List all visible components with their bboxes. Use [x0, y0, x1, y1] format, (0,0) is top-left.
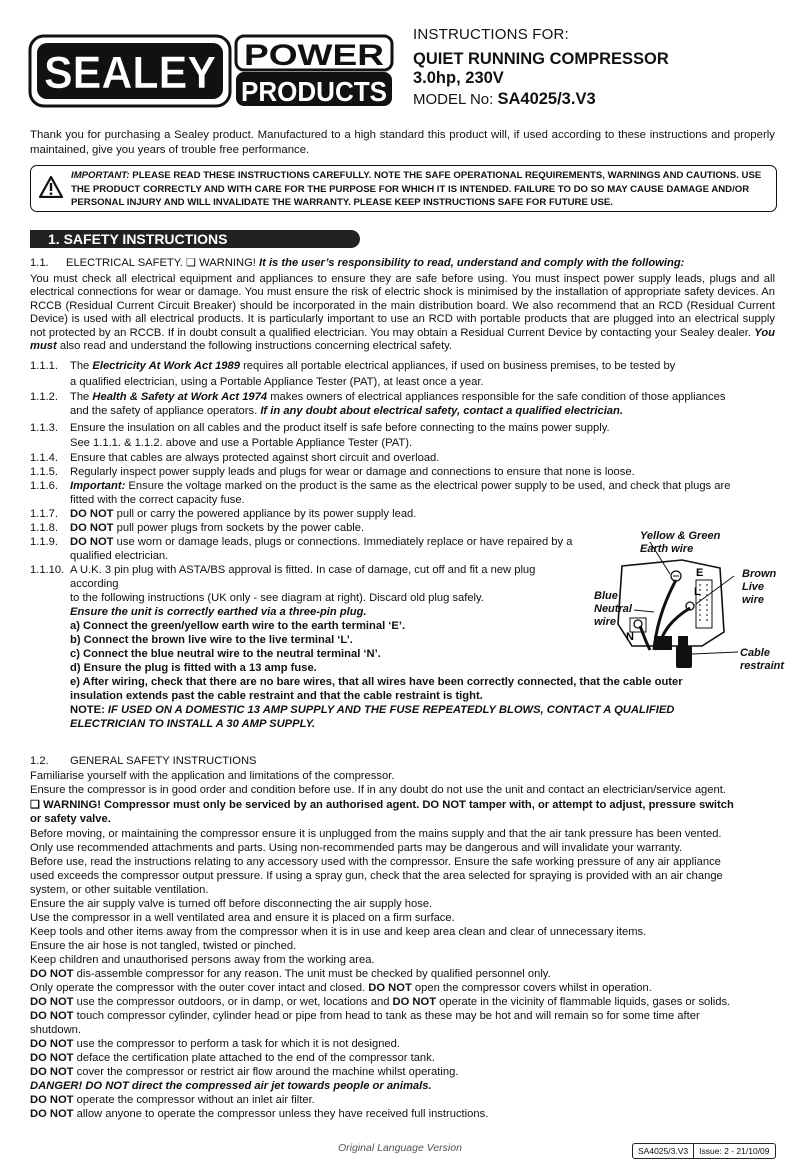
s11-you-must: You must [30, 326, 775, 353]
s12-donot-line: DO NOT operate the compressor without an inlet air filter. [30, 1094, 315, 1106]
s12-donot-line: DO NOT use the compressor outdoors, or in damp, or wet, locations and DO NOT operate in the vicinity of flammable liquids, gases or solids. [30, 996, 731, 1008]
step-a: a) Connect the green/yellow earth wire to the earth terminal ‘E’. [70, 620, 406, 632]
step-d: d) Ensure the plug is fitted with a 13 amp fuse. [70, 662, 317, 674]
s12-line: used exceeds the compressor output pressure. If using a spray gun, check that the area selected for spraying is provided with an air change [30, 870, 723, 882]
s12-line: Only operate the compressor with the outer cover intact and closed. DO NOT open the compressor covers whilst in operation. [30, 982, 652, 994]
item-1-1-3-line2: See 1.1.1. & 1.1.2. above and use a Portable Appliance Tester (PAT). [70, 437, 413, 449]
item-number: 1.1.6. [30, 480, 58, 492]
instructions-for-label: INSTRUCTIONS FOR: [413, 26, 569, 43]
brand-sealey: SEALEY [44, 47, 216, 98]
item-1-1-4: Ensure that cables are always protected against short circuit and overload. [70, 452, 440, 464]
terminal-n: N [626, 631, 634, 643]
step-e-line2: insulation extends past the cable restraint and that the cable restraint is tight. [70, 690, 483, 702]
s12-line: Familiarise yourself with the application and limitations of the compressor. [30, 770, 395, 782]
warning-triangle-icon [39, 176, 63, 198]
s12-line: Keep children and unauthorised persons away from the working area. [30, 954, 375, 966]
s12-donot-line: DO NOT touch compressor cylinder, cylinder head or pipe from head to tank as these may be hot and will remain so for some time after [30, 1010, 700, 1022]
item-number: 1.1.9. [30, 536, 58, 548]
item-number: 1.1.10. [30, 564, 65, 576]
item-number: 1.1.1. [30, 360, 58, 372]
s12-danger-line: DANGER! DO NOT direct the compressed air jet towards people or animals. [30, 1080, 432, 1092]
item-1-1-6-line2: fitted with the correct capacity fuse. [70, 494, 245, 506]
s11-heading [66, 257, 684, 270]
model-label: MODEL No: [413, 91, 494, 108]
item-1-1-1-line2: a qualified electrician, using a Portable Appliance Tester (PAT), at least once a year. [70, 376, 484, 388]
footer-issue: Issue: 2 - 21/10/09 [693, 1144, 774, 1158]
item-1-1-5: Regularly inspect power supply leads and plugs for wear or damage and connections to ensure that none is loose. [70, 466, 635, 478]
s12-line: Before use, read the instructions relating to any accessory used with the compressor. Ensure the safe working pressure of any air appliance [30, 856, 721, 868]
section-1-heading: 1. SAFETY INSTRUCTIONS [30, 230, 360, 248]
s11-title: ELECTRICAL SAFETY. ❏ WARNING! [66, 257, 256, 269]
item-1-1-6-line1: Important: Ensure the voltage marked on the product is the same as the electrical power supply to be used, and check that plugs are [70, 480, 731, 492]
s12-title: GENERAL SAFETY INSTRUCTIONS [70, 755, 257, 767]
s12-line: Use the compressor in a well ventilated area and ensure it is placed on a firm surface. [30, 912, 455, 924]
s11-title-italic: It is the user’s responsibility to read, understand and comply with the following: [259, 257, 685, 269]
s12-line: shutdown. [30, 1024, 81, 1036]
label-yellow-green: Yellow & Green Earth wire [640, 530, 721, 555]
footer-issue-box [632, 1143, 776, 1159]
model-line [413, 90, 596, 109]
sealey-power-products-logo [28, 34, 394, 108]
item-1-1-3-line1: Ensure the insulation on all cables and the product itself is safe before connecting to the mains power supply. [70, 422, 610, 434]
label-brown-live: Brown Live wire [742, 568, 777, 606]
item-number: 1.1.8. [30, 522, 58, 534]
label-cable-restraint: Cable restraint [740, 647, 785, 672]
step-c: c) Connect the blue neutral wire to the neutral terminal ‘N’. [70, 648, 381, 660]
item-1-1-8: DO NOT pull power plugs from sockets by the power cable. [70, 522, 365, 534]
note-line1: NOTE: IF USED ON A DOMESTIC 13 AMP SUPPLY AND THE FUSE REPEATEDLY BLOWS, CONTACT A QUALIFIED [70, 704, 675, 716]
important-body: PLEASE READ THESE INSTRUCTIONS CAREFULLY. NOTE THE SAFE OPERATIONAL REQUIREMENTS, WARNINGS AND CAUTIONS. USE THE PRODUCT CORRECTLY AND WITH CARE FOR THE PURPOSE FOR WHICH IT IS INTENDED. FAILURE TO DO SO MAY CAUSE DAMAGE AND/OR PERSONAL INJURY AND WILL INVALIDATE THE WARRANTY. PLEASE KEEP INSTRUCTIONS SAFE FOR FUTURE USE. [71, 170, 762, 208]
intro-paragraph: Thank you for purchasing a Sealey product. Manufactured to a high standard this product will, if used according to these instructions and properly maintained, give you years of trouble free performance. [30, 129, 775, 156]
terminal-e: E [696, 567, 704, 579]
item-1-1-10-earthed: Ensure the unit is correctly earthed via a three-pin plug. [70, 606, 367, 618]
important-notice-text [71, 169, 771, 210]
item-1-1-2-line2: and the safety of appliance operators. If in any doubt about electrical safety, contact a qualified electrician. [70, 405, 623, 417]
s12-line: Keep tools and other items away from the compressor when it is in use and keep area clean and clear of unnecessary items. [30, 926, 647, 938]
important-label: IMPORTANT: [71, 170, 130, 181]
s12-warning-line2: or safety valve. [30, 813, 111, 825]
s12-line: Ensure the air hose is not tangled, twisted or pinched. [30, 940, 297, 952]
s11-number: 1.1. [30, 257, 49, 269]
s12-donot-line: DO NOT dis-assemble compressor for any reason. The unit must be checked by qualified personnel only. [30, 968, 551, 980]
product-spec: 3.0hp, 230V [413, 69, 504, 87]
item-1-1-10-line3: to the following instructions (UK only - see diagram at right). Discard old plug safely. [70, 592, 484, 604]
item-number: 1.1.7. [30, 508, 58, 520]
item-1-1-7: DO NOT pull or carry the powered appliance by its power supply lead. [70, 508, 417, 520]
item-number: 1.1.2. [30, 391, 58, 403]
s12-line: Ensure the air supply valve is turned off before disconnecting the air supply hose. [30, 898, 433, 910]
brand-products: PRODUCTS [241, 76, 387, 107]
s11-body-end: also read and understand the following instructions concerning electrical safety. [59, 340, 453, 353]
item-1-1-10-line1: A U.K. 3 pin plug with ASTA/BS approval is fitted. In case of damage, cut off and fit a new plug [70, 564, 536, 576]
s12-number: 1.2. [30, 755, 49, 767]
s12-donot-line: DO NOT deface the certification plate attached to the end of the compressor tank. [30, 1052, 435, 1064]
s12-donot-line: DO NOT use the compressor to perform a task for which it is not designed. [30, 1038, 400, 1050]
s11-body-text: You must check all electrical equipment and appliances to ensure they are safe before using. You must inspect power supply leads, plugs and all electrical connections for wear or damage. You must ensure the risk of electric shock is minimised by the installation of appropriate safety devices. An RCCB (Residual Current Circuit Breaker) should be incorporated in the main distribution board. We also recommend that an RCD (Residual Current Device) is used with all electrical products. It is particularly important to use an RCD with portable products that are plugged into an electrical supply not protected by an RCCB. If in doubt consult a qualified electrician. You may obtain a Residual Current Device by contacting your Sealey dealer. [30, 273, 775, 339]
item-number: 1.1.4. [30, 452, 58, 464]
s12-donot-line: DO NOT allow anyone to operate the compressor unless they have received full instructions. [30, 1108, 489, 1120]
item-1-1-2-line1: The Health & Safety at Work Act 1974 makes owners of electrical appliances responsible for the safe condition of those appliances [70, 391, 726, 403]
note-line2: ELECTRICIAN TO INSTALL A 30 AMP SUPPLY. [70, 718, 316, 730]
label-blue-neutral: Blue Neutral wire [594, 590, 632, 628]
item-1-1-10-line2: according [70, 578, 119, 590]
item-number: 1.1.5. [30, 466, 58, 478]
product-title: QUIET RUNNING COMPRESSOR [413, 50, 669, 68]
important-notice-box [30, 165, 777, 212]
footer-model: SA4025/3.V3 [638, 1146, 689, 1156]
s12-warning-line1: ❏ WARNING! Compressor must only be serviced by an authorised agent. DO NOT tamper with, or attempt to adjust, pressure switch [30, 799, 734, 811]
s12-line: system, or other suitable ventilation. [30, 884, 209, 896]
terminal-l: L [694, 586, 701, 598]
item-1-1-9-line1: DO NOT use worn or damage leads, plugs or connections. Immediately replace or have repaired by a [70, 536, 573, 548]
s11-body [30, 273, 775, 353]
item-1-1-1-line1: The Electricity At Work Act 1989 requires all portable electrical appliances, if used on business premises, to be tested by [70, 360, 676, 372]
item-number: 1.1.3. [30, 422, 58, 434]
original-language-version: Original Language Version [338, 1142, 462, 1154]
s12-line: Only use recommended attachments and parts. Using non-recommended parts may be dangerous and will invalidate your warranty. [30, 842, 683, 854]
brand-power: POWER [244, 39, 385, 72]
step-e-line1: e) After wiring, check that there are no bare wires, that all wires have been correctly connected, that the cable outer [70, 676, 683, 688]
item-1-1-9-line2: qualified electrician. [70, 550, 169, 562]
s12-line: Ensure the compressor is in good order and condition before use. If in any doubt do not use the unit and contact an electrician/service agent. [30, 784, 726, 796]
model-number: SA4025/3.V3 [497, 90, 596, 108]
s12-line: Before moving, or maintaining the compressor ensure it is unplugged from the mains supply and that the air tank pressure has been vented. [30, 828, 722, 840]
s12-donot-line: DO NOT cover the compressor or restrict air flow around the machine whilst operating. [30, 1066, 459, 1078]
step-b: b) Connect the brown live wire to the live terminal ‘L’. [70, 634, 353, 646]
